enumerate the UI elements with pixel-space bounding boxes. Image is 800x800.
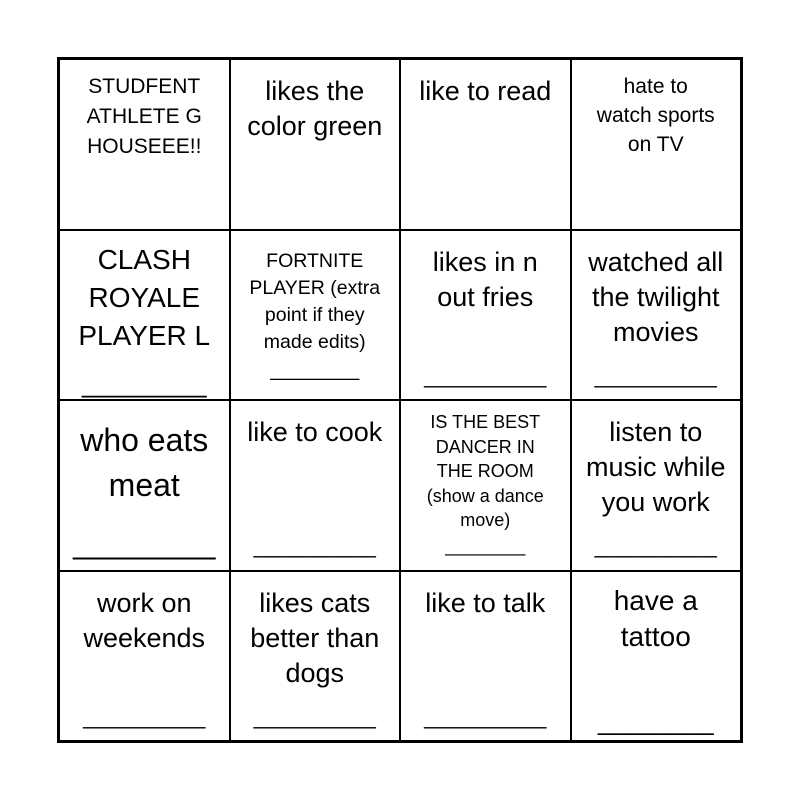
cell-answer-line: __________ — [424, 703, 547, 729]
cell-text: hate to watch sports on TV — [596, 75, 715, 156]
cell-text: STUDFENT ATHLETE G HOUSEEE!! — [86, 75, 202, 158]
bingo-cell[interactable] — [59, 59, 230, 230]
cell-text: likes the color green — [247, 76, 383, 141]
cell-text: likes cats better than dogs — [250, 587, 380, 688]
cell-text: like to read — [419, 76, 552, 106]
cell-text: listen to music while you work — [585, 417, 726, 517]
cell-answer-line: __________ — [253, 533, 376, 558]
cell-answer-line: ________ — [270, 358, 360, 381]
bingo-cell[interactable] — [571, 59, 742, 230]
bingo-cell[interactable] — [230, 59, 401, 230]
bingo-cell[interactable] — [571, 230, 742, 401]
cell-answer-line: ________ — [81, 366, 207, 398]
bingo-cell[interactable] — [59, 230, 230, 401]
bingo-cell[interactable] — [59, 571, 230, 742]
cell-answer-line: ________ — [73, 524, 216, 560]
cell-text: watched all the twilight movies — [588, 246, 724, 347]
bingo-cell[interactable] — [59, 400, 230, 571]
bingo-cell[interactable] — [400, 230, 571, 401]
bingo-cell[interactable] — [230, 400, 401, 571]
cell-text: have a tattoo — [613, 584, 698, 652]
cell-answer-line: __________ — [424, 362, 547, 388]
cell-answer-line: __________ — [253, 703, 376, 729]
bingo-cell[interactable] — [400, 400, 571, 571]
cell-text: IS THE BEST DANCER IN THE ROOM (show a dance move) — [426, 412, 544, 530]
bingo-cell[interactable] — [571, 571, 742, 742]
cell-text: like to cook — [247, 417, 383, 447]
bingo-cell[interactable] — [571, 400, 742, 571]
bingo-cell[interactable] — [400, 59, 571, 230]
bingo-cell[interactable] — [230, 230, 401, 401]
cell-text: who eats meat — [80, 422, 209, 503]
cell-text: CLASH ROYALE PLAYER L — [78, 243, 211, 351]
bingo-cell[interactable] — [230, 571, 401, 742]
cell-answer-line: __________ — [83, 703, 206, 729]
bingo-card — [57, 57, 743, 743]
cell-text: likes in n out fries — [432, 246, 538, 312]
cell-text: FORTNITE PLAYER (extra point if they made edits) — [249, 249, 381, 353]
cell-text: like to talk — [425, 587, 546, 618]
bingo-cell[interactable] — [400, 571, 571, 742]
cell-answer-line: __________ — [594, 533, 717, 558]
cell-answer-line: ________ — [445, 536, 526, 556]
cell-answer-line: ________ — [597, 705, 714, 736]
cell-text: work on weekends — [83, 587, 206, 653]
cell-answer-line: __________ — [594, 362, 717, 388]
